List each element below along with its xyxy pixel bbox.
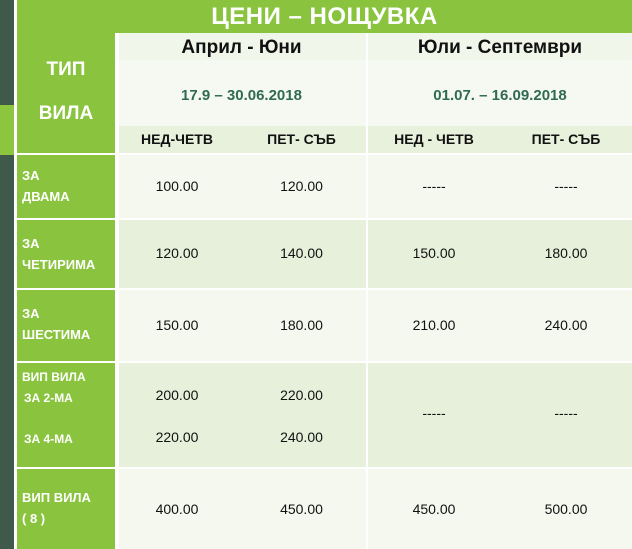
left-decor-accent xyxy=(0,105,14,155)
price-cell: 120.00 xyxy=(155,245,199,261)
price-cell: 240.00 xyxy=(544,317,588,333)
period-name-2: Юли - Септември xyxy=(417,37,583,58)
row-label-line: ВИП ВИЛА xyxy=(22,370,86,384)
price-cell: 220.00 xyxy=(155,429,199,445)
price-cell: 180.00 xyxy=(544,245,588,261)
price-cell: 150.00 xyxy=(412,245,456,261)
row-label-vip xyxy=(17,361,115,467)
price-cell: 180.00 xyxy=(280,317,323,333)
price-cell: 100.00 xyxy=(155,178,199,194)
price-cell: ----- xyxy=(554,405,578,421)
price-cell: 500.00 xyxy=(544,501,588,517)
price-cell: 450.00 xyxy=(412,501,456,517)
left-decor-strip xyxy=(0,0,14,549)
row-label-line: ЗА 4-МА xyxy=(24,432,73,446)
period-dates-1: 17.9 – 30.06.2018 xyxy=(181,87,302,104)
row-label-line: ВИП ВИЛА xyxy=(22,490,91,505)
price-cell: ----- xyxy=(554,178,578,194)
row-label-line: ШЕСТИМА xyxy=(22,327,91,342)
price-cell: 450.00 xyxy=(280,501,323,517)
subheader-1: НЕД-ЧЕТВ xyxy=(141,131,213,147)
row-label-line: ЗА xyxy=(22,168,40,183)
row-label-line: ЗА xyxy=(22,236,40,251)
row-label-line: ЗА xyxy=(22,306,40,321)
price-cell: ----- xyxy=(422,178,446,194)
divider xyxy=(117,33,119,549)
type-column xyxy=(17,33,115,549)
row-label-four xyxy=(17,218,115,288)
price-cell: 140.00 xyxy=(280,245,323,261)
subheader-3: НЕД - ЧЕТВ xyxy=(394,131,474,147)
period-dates-2: 01.07. – 16.09.2018 xyxy=(433,87,567,104)
price-cell: 150.00 xyxy=(155,317,199,333)
price-cell: 200.00 xyxy=(155,387,199,403)
price-cell: 400.00 xyxy=(155,501,199,517)
row-label-line: ДВАМА xyxy=(22,189,70,204)
price-cell: ----- xyxy=(422,405,446,421)
type-header xyxy=(17,33,115,153)
row-label-vip-8 xyxy=(17,467,115,549)
row-label-two xyxy=(17,153,115,218)
price-cell: 220.00 xyxy=(280,387,323,403)
row-label-line: ( 8 ) xyxy=(22,511,46,526)
page-title: ЦЕНИ – НОЩУВКА xyxy=(17,0,632,33)
row-label-line: ЗА 2-МА xyxy=(24,391,73,405)
row-label-six xyxy=(17,288,115,361)
type-header-line-2: ВИЛА xyxy=(38,103,94,124)
divider xyxy=(366,33,368,549)
period-name-1: Април - Юни xyxy=(181,37,302,58)
type-header-line-1: ТИП xyxy=(46,59,86,80)
subheader-4: ПЕТ- СЪБ xyxy=(531,131,601,147)
price-cell: 210.00 xyxy=(412,317,456,333)
price-cell: 240.00 xyxy=(280,429,323,445)
subheader-2: ПЕТ- СЪБ xyxy=(267,131,336,147)
price-cell: 120.00 xyxy=(280,178,323,194)
price-grid xyxy=(117,33,632,549)
row-label-line: ЧЕТИРИМА xyxy=(22,257,96,272)
